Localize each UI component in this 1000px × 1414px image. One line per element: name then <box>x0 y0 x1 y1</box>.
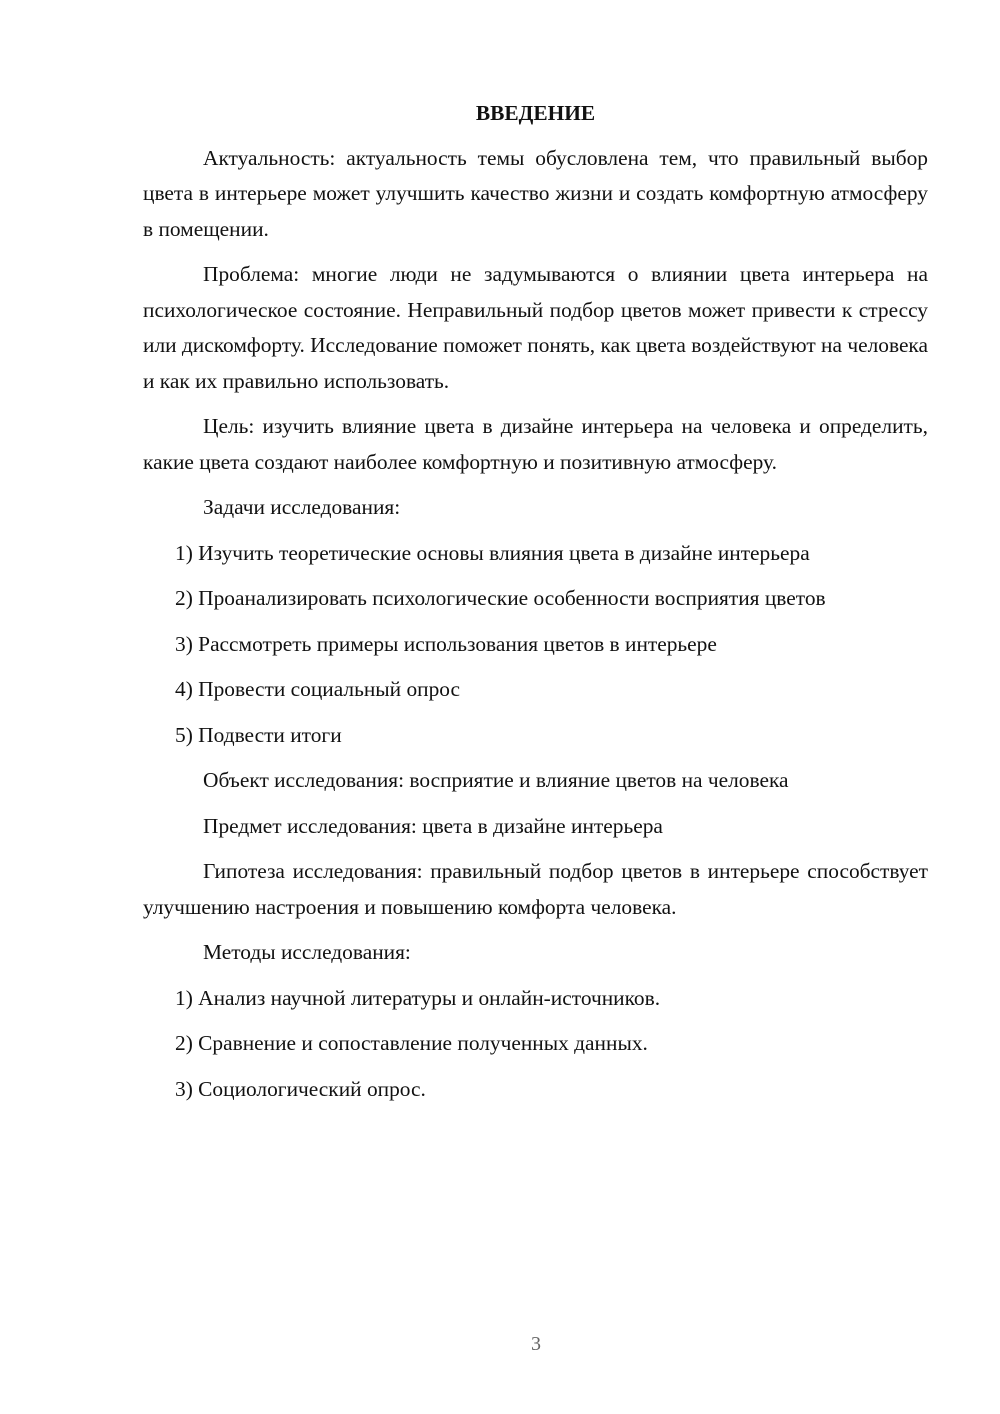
task-item: 1) Изучить теоретические основы влияния цвета в дизайне интерьера <box>175 540 810 565</box>
task-item: 5) Подвести итоги <box>175 722 342 747</box>
task-item: 3) Рассмотреть примеры использования цветов в интерьере <box>175 631 717 656</box>
task-item: 2) Проанализировать психологические особенности восприятия цветов <box>175 586 826 610</box>
research-subject: Предмет исследования: цвета в дизайне интерьера <box>203 813 663 838</box>
method-item: 1) Анализ научной литературы и онлайн-источников. <box>175 985 661 1010</box>
page-content <box>143 96 928 1117</box>
research-object: Объект исследования: восприятие и влияние цветов на человека <box>203 768 789 792</box>
page-number: 3 <box>531 1333 541 1355</box>
paragraph-problem: Проблема: многие люди не задумываются о влиянии цвета интерьера на психологическое состояние. Неправильный подбор цветов может привести к стрессу или дискомфорту. Исследование поможет понять, как цвета воздействуют на человека и как их правильно использовать. <box>143 262 928 393</box>
section-title: ВВЕДЕНИЕ <box>475 101 596 125</box>
task-item: 4) Провести социальный опрос <box>175 677 461 701</box>
method-item: 2) Сравнение и сопоставление полученных данных. <box>175 1031 648 1055</box>
research-hypothesis: Гипотеза исследования: правильный подбор цветов в интерьере способствует улучшению настроения и повышению комфорта человека. <box>143 859 928 919</box>
method-item: 3) Социологический опрос. <box>175 1076 426 1101</box>
paragraph-goal: Цель: изучить влияние цвета в дизайне интерьера на человека и определить, какие цвета создают наиболее комфортную и позитивную атмосферу. <box>143 414 928 474</box>
methods-heading: Методы исследования: <box>203 940 411 964</box>
paragraph-relevance: Актуальность: актуальность темы обусловлена тем, что правильный выбор цвета в интерьере может улучшить качество жизни и создать комфортную атмосферу в помещении. <box>143 145 928 241</box>
tasks-heading: Задачи исследования: <box>203 495 401 519</box>
